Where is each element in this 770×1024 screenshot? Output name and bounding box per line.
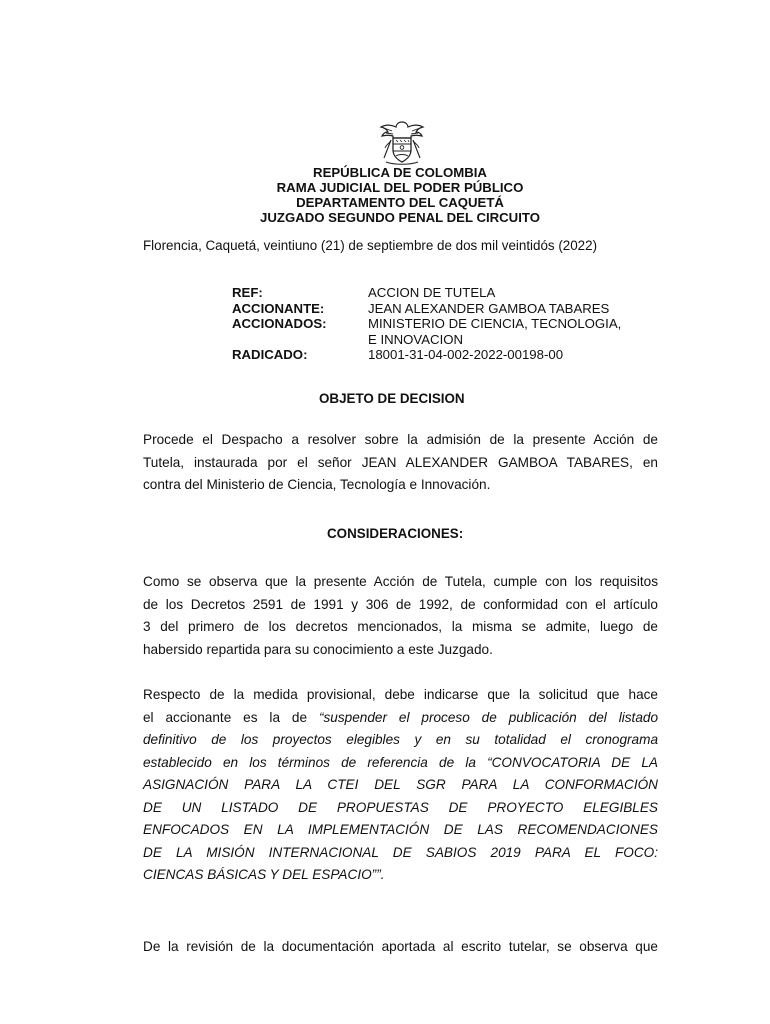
dateline: Florencia, Caquetá, veintiuno (21) de septiembre de dos mil veintidós (2022)	[143, 238, 598, 253]
consideraciones-paragraph-1	[143, 571, 658, 661]
paragraph-line: CIENCAS BÁSICAS Y DEL ESPACIO””.	[143, 867, 385, 882]
paragraph-line: DE UN LISTADO DE PROPUESTAS DE PROYECTO ELEGIBLES	[143, 799, 658, 815]
consideraciones-paragraph-3	[143, 936, 658, 959]
quoted-request: “suspender el proceso de publicación del listado	[318, 709, 659, 725]
accionados-label: ACCIONADOS:	[232, 316, 327, 331]
accionados-value-line2: E INNOVACION	[368, 331, 464, 347]
paragraph-line: Respecto de la medida provisional, debe indicarse que la solicitud que hace	[143, 687, 658, 702]
header-rama-judicial: RAMA JUDICIAL DEL PODER PÚBLICO	[276, 180, 524, 195]
ref-value: ACCION DE TUTELA	[368, 285, 496, 300]
accionante-value: JEAN ALEXANDER GAMBOA TABARES	[368, 300, 610, 316]
objeto-paragraph	[143, 429, 658, 497]
paragraph-line: Procede el Despacho a resolver sobre la admisión de la presente Acción de	[143, 432, 658, 447]
accionante-label: ACCIONANTE:	[232, 300, 325, 316]
paragraph-line: Tutela, instaurada por el señor JEAN ALEXANDER GAMBOA TABARES, en	[143, 454, 658, 470]
header-departamento: DEPARTAMENTO DEL CAQUETÁ	[296, 195, 504, 210]
court-header	[0, 165, 770, 225]
header-juzgado: JUZGADO SEGUNDO PENAL DEL CIRCUITO	[260, 210, 540, 225]
paragraph-line: 3 del primero de los decretos mencionados, la misma se admite, luego de	[143, 619, 658, 634]
paragraph-text: el accionante es la de	[143, 709, 319, 725]
radicado-label: RADICADO:	[232, 347, 308, 362]
paragraph-line: DE LA MISIÓN INTERNACIONAL DE SABIOS 2019 PARA EL FOCO:	[143, 844, 658, 860]
paragraph-line	[143, 707, 658, 730]
paragraph-line: de los Decretos 2591 de 1991 y 306 de 1992, de conformidad con el artículo	[143, 596, 658, 612]
paragraph-line: establecido en los términos de referencia de la “CONVOCATORIA DE LA	[143, 754, 658, 770]
header-republica: REPÚBLICA DE COLOMBIA	[313, 165, 487, 180]
radicado-value: 18001-31-04-002-2022-00198-00	[368, 347, 564, 362]
paragraph-line: ENFOCADOS EN LA IMPLEMENTACIÓN DE LAS RECOMENDACIONES	[143, 822, 658, 837]
reference-block	[232, 285, 621, 363]
accionados-value-line1: MINISTERIO DE CIENCIA, TECNOLOGIA,	[368, 316, 622, 331]
consideraciones-paragraph-2	[143, 684, 658, 887]
ref-label: REF:	[232, 285, 263, 300]
objeto-title: OBJETO DE DECISION	[319, 391, 465, 406]
paragraph-line: ASIGNACIÓN PARA LA CTEI DEL SGR PARA LA CONFORMACIÓN	[143, 777, 658, 792]
paragraph-line: habersido repartida para su conocimiento a este Juzgado.	[143, 641, 493, 657]
paragraph-line: contra del Ministerio de Ciencia, Tecnología e Innovación.	[143, 477, 491, 492]
paragraph-line: Como se observa que la presente Acción de Tutela, cumple con los requisitos	[143, 574, 658, 589]
paragraph-line: De la revisión de la documentación aportada al escrito tutelar, se observa que	[143, 939, 658, 954]
consideraciones-title: CONSIDERACIONES:	[327, 526, 464, 541]
colombia-coat-of-arms-icon	[378, 118, 426, 166]
paragraph-line: definitivo de los proyectos elegibles y en su totalidad el cronograma	[143, 732, 658, 747]
